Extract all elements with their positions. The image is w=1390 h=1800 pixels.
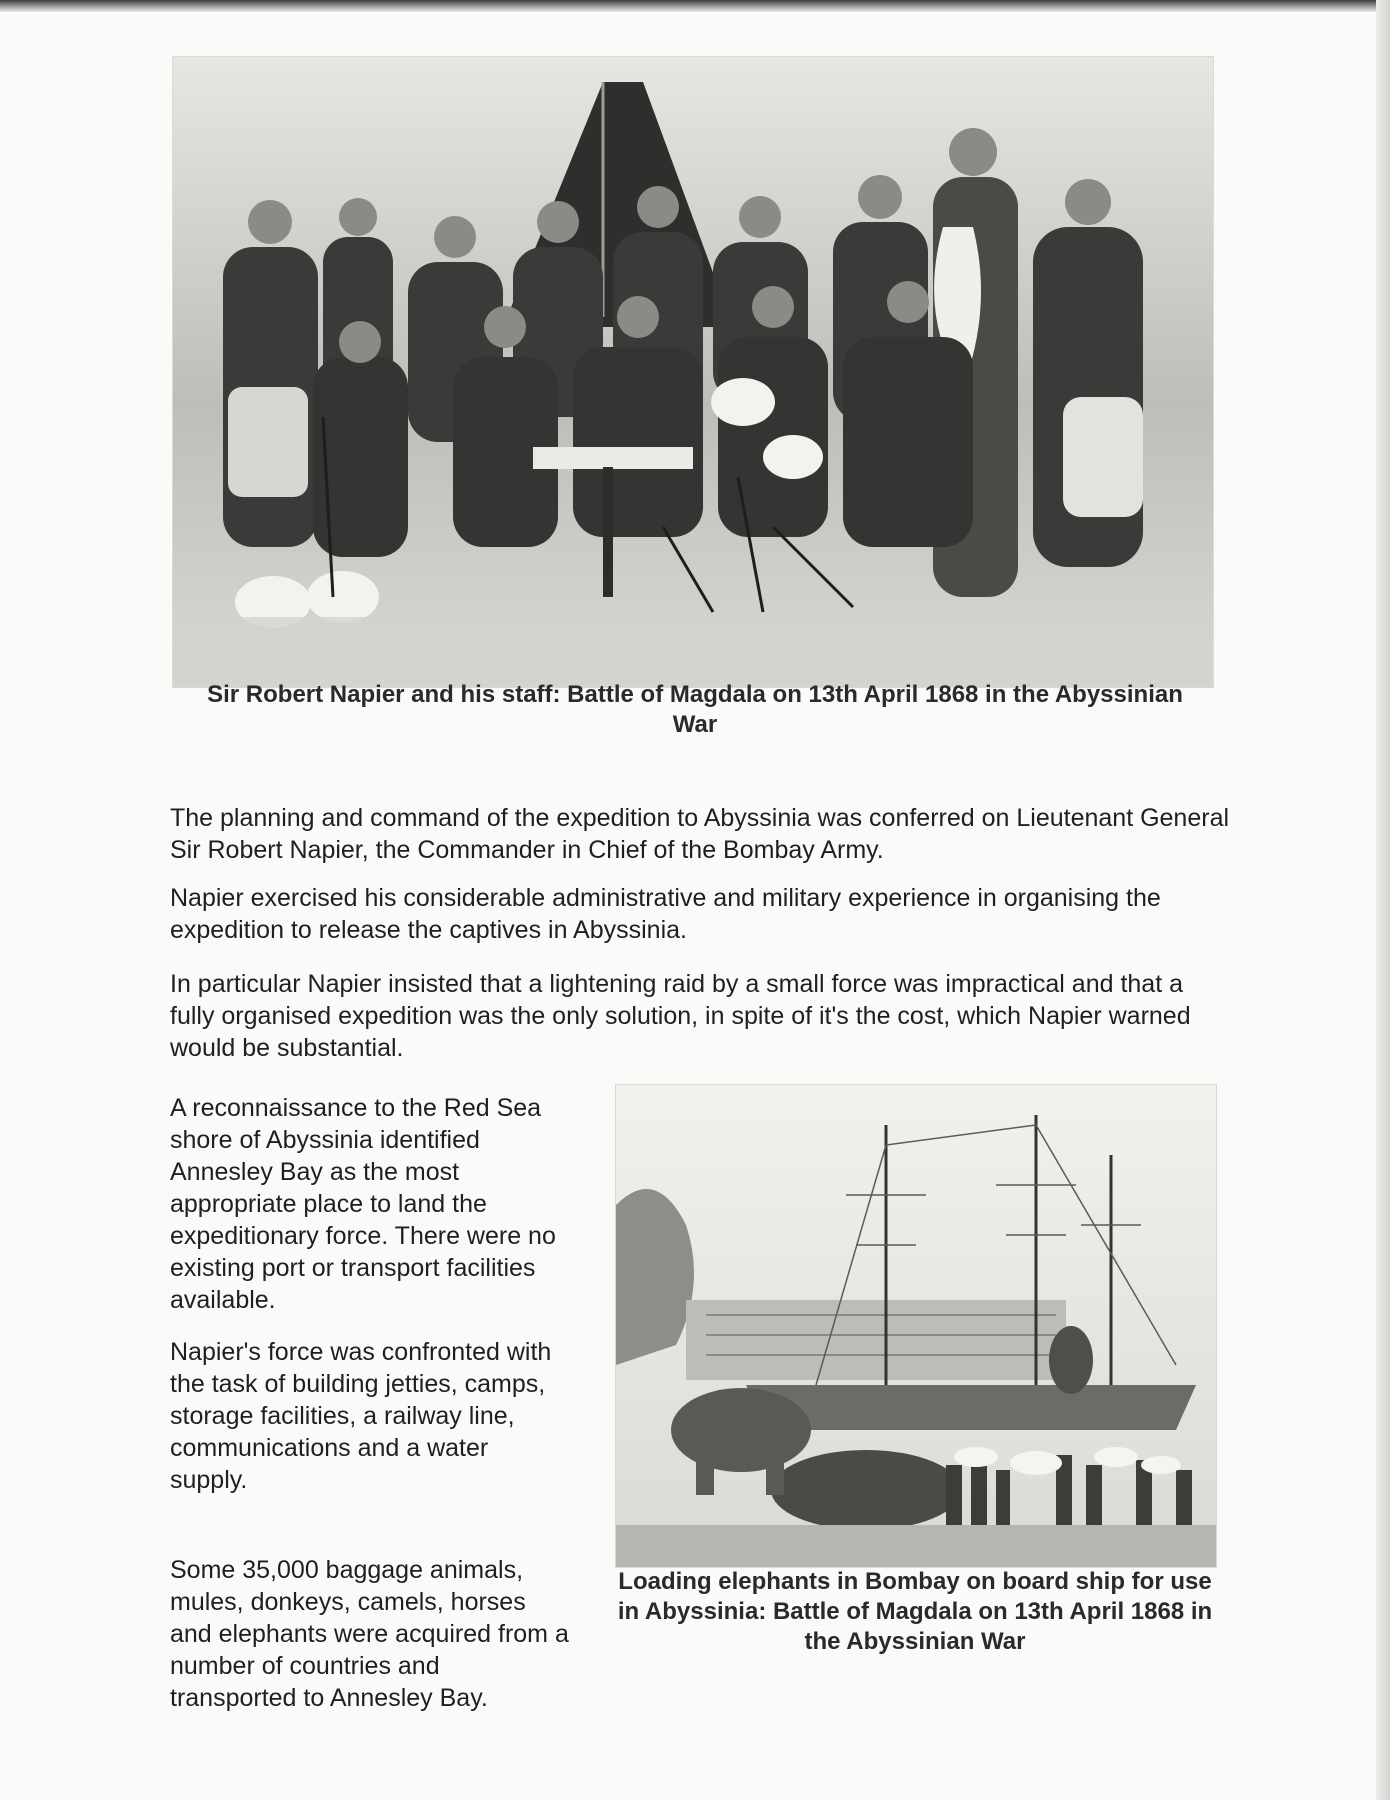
- figure-caption: Loading elephants in Bombay on board ship for use in Abyssinia: Battle of Magdala on 13th April 1868 in the Abyssinian War: [617, 1568, 1213, 1655]
- body-paragraph: A reconnaissance to the Red Sea shore of Abyssinia identified Annesley Bay as the most appropriate place to land the expeditionary force. There were no existing port or transport facilities available.: [170, 1094, 556, 1314]
- group-photo-illustration: [173, 57, 1213, 687]
- loading-elephants-engraving: [615, 1084, 1217, 1568]
- engraving-illustration: [616, 1085, 1216, 1567]
- scan-edge-top: [0, 0, 1390, 12]
- body-paragraph: The planning and command of the expedition to Abyssinia was conferred on Lieutenant General Sir Robert Napier, the Commander in Chief of the Bombay Army.: [170, 804, 1230, 864]
- scan-edge-right: [1376, 0, 1390, 1800]
- body-paragraph: Napier exercised his considerable administrative and military experience in organising the expedition to release the captives in Abyssinia.: [170, 884, 1161, 944]
- figure-caption: Sir Robert Napier and his staff: Battle of Magdala on 13th April 1868 in the Abyssinian War: [207, 681, 1183, 738]
- body-paragraph: In particular Napier insisted that a lightening raid by a small force was impractical and that a fully organised expedition was the only solution, in spite of it's the cost, which Napier warned would be substantial.: [170, 970, 1191, 1062]
- napier-staff-photograph: [172, 56, 1214, 688]
- body-paragraph: Napier's force was confronted with the task of building jetties, camps, storage facilities, a railway line, communications and a water supply.: [170, 1338, 552, 1494]
- body-paragraph: Some 35,000 baggage animals, mules, donkeys, camels, horses and elephants were acquired from a number of countries and transported to Annesley Bay.: [170, 1556, 569, 1712]
